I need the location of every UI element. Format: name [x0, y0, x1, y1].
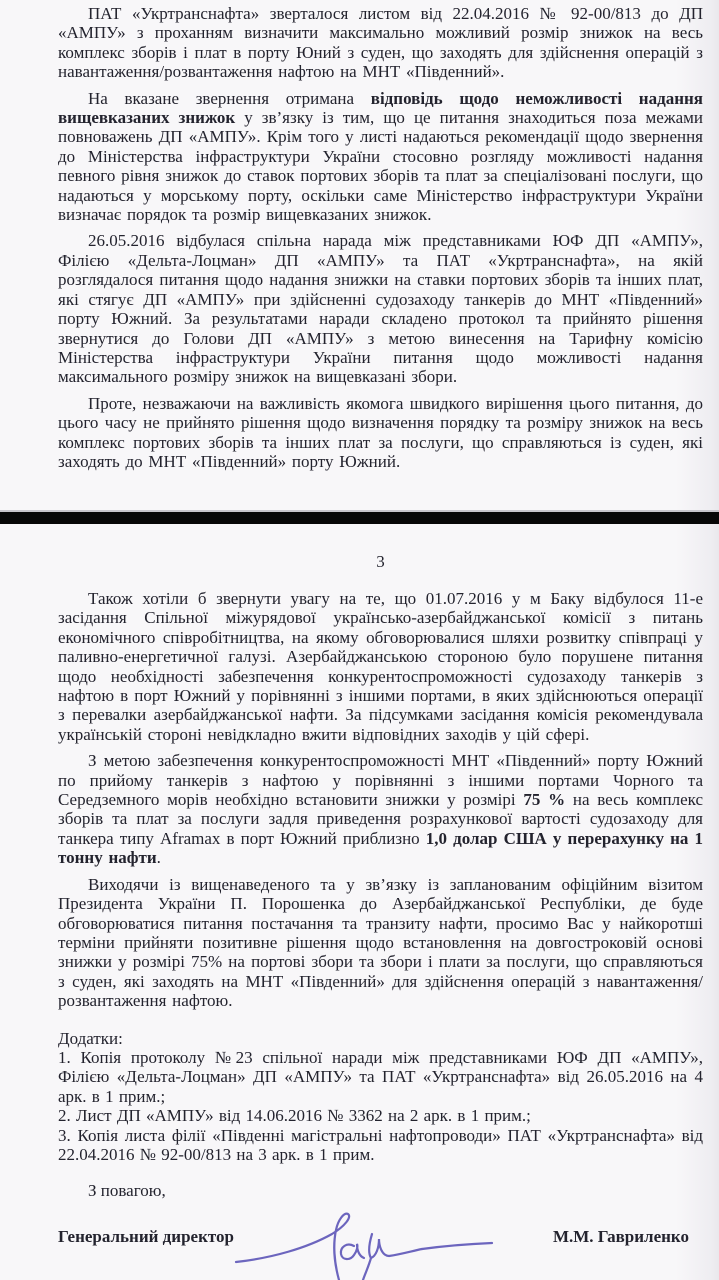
attachments-list: [58, 1048, 703, 1164]
paragraph: З метою забезпечення конкурентоспроможності МНТ «Південний» порту Южний по прийому танкерів з нафтою у порівнянні з іншими портами Чорного та Середземного морів необхідно встановити знижки у розмірі 75 % на весь комплекс зборів та плат за послуги задля приведення розрахункової вартості судозаходу для танкера типу Aframax в порт Южний приблизно 1,0 долар США у перерахунку на 1 тонну нафти.: [58, 751, 704, 868]
closing-salutation: З повагою,: [88, 1181, 166, 1201]
attachment-item: 2. Лист ДП «АМПУ» від 14.06.2016 № 3362 на 2 арк. в 1 прим.;: [58, 1106, 531, 1126]
page-2-fragment: [0, 0, 719, 510]
paragraph: На вказане звернення отримана відповідь щодо неможливості надання вищевказаних знижок у зв’язку із тим, що це питання знаходиться поза межами повноважень ДП «АМПУ». Крім того у листі надаються рекомендації щодо звернення до Міністерства інфраструктури України стосовно розгляду можливості надання певного рівня знижок до ставок портових зборів та плат за спеціалізовані послуги, що надаються у морському порту, оскільки саме Міністерство інфраструктури України визначає порядок та розмір вищевказаних знижок.: [58, 88, 703, 225]
attachment-item: 3. Копія листа філії «Південні магістральні нафтопроводи» ПАТ «Укртранснафта» від 22.04.2016 № 92-00/813 на 3 арк. в 1 прим.: [58, 1125, 703, 1164]
paragraph: Проте, незважаючи на важливість якомога швидкого вирішення цього питання, до цього часу не прийнято рішення щодо визначення порядку та розміру знижок на весь комплекс портових зборів та інших плат за послуги, що справляються із суден, які заходять до МНТ «Південний» порту Южний.: [58, 393, 703, 471]
paragraph: Виходячи із вищенаведеного та у зв’язку із запланованим офіційним візитом Президента України П. Порошенка до Азербайджанської Республіки, де буде обговорюватися питання постачання та транзиту нафти, просимо Вас у найкоротші терміни прийняти позитивне рішення щодо встановлення на довгостроковій основі знижки у розмірі 75% на портові збори та збори і плати за послуги, що справляються з суден, які заходять на МНТ «Південний» для здійснення операцій з навантаження/розвантаження нафтою.: [58, 874, 703, 1011]
paragraph: ПАТ «Укртранснафта» зверталося листом від 22.04.2016 № 92-00/813 до ДП «АМПУ» з проханням визначити максимально можливий розмір знижок на весь комплекс зборів і плат в порту Юний з суден, що заходять для здійснення операцій з навантаження/розвантаження нафтою на МНТ «Південний».: [58, 4, 703, 82]
signature-scrawl-icon: [232, 1212, 512, 1280]
signer-title: Генеральний директор: [58, 1226, 234, 1246]
attachment-item: 1. Копія протоколу №23 спільної наради між представниками ЮФ ДП «АМПУ», Філією «Дельта-Лоцман» ДП «АМПУ» та ПАТ «Укртранснафта» від 26.05.2016 на 4 арк. в 1 прим.;: [58, 1047, 703, 1106]
signer-name: М.М. Гавриленко: [552, 1226, 689, 1246]
paragraph: Також хотіли б звернути увагу на те, що 01.07.2016 у м Баку відбулося 11-е засідання Спільної міжурядової українсько-азербайджанської комісії з питань економічного співробітництва, на якому обговорювалися шляхи розвитку співпраці у паливно-енергетичної галузі. Азербайджанською стороною було порушене питання щодо необхідності забезпечення конкурентоспроможності судозаходу танкерів з нафтою в порт Южний у порівнянні з іншими портами, в яких здійснюються операції з перевалки азербайджанської нафти. За підсумками засідання комісія рекомендувала українській стороні невідкладно вжити відповідних заходів у цій сфері.: [58, 589, 703, 744]
page-3: [0, 524, 719, 1280]
page-break-bar: [0, 510, 719, 524]
attachments-label: Додатки:: [58, 1028, 123, 1048]
paragraph: 26.05.2016 відбулася спільна нарада між представниками ЮФ ДП «АМПУ», Філією «Дельта-Лоцман» ДП «АМПУ» та ПАТ «Укртранснафта», на якій розглядалося питання щодо надання знижки на ставки портових зборів та інших плат, які стягує ДП «АМПУ» при здійсненні судозаходу танкерів до МНТ «Південний» порту Южний. За результатами наради складено протокол та прийнято рішення звернутися до Голови ДП «АМПУ» з метою винесення на Тарифну комісію Міністерства інфраструктури України питання щодо можливості надання максимального розміру знижок на вищевказані збори.: [58, 231, 703, 387]
attachments-section: [58, 1029, 703, 1165]
page-number: 3: [376, 552, 385, 571]
